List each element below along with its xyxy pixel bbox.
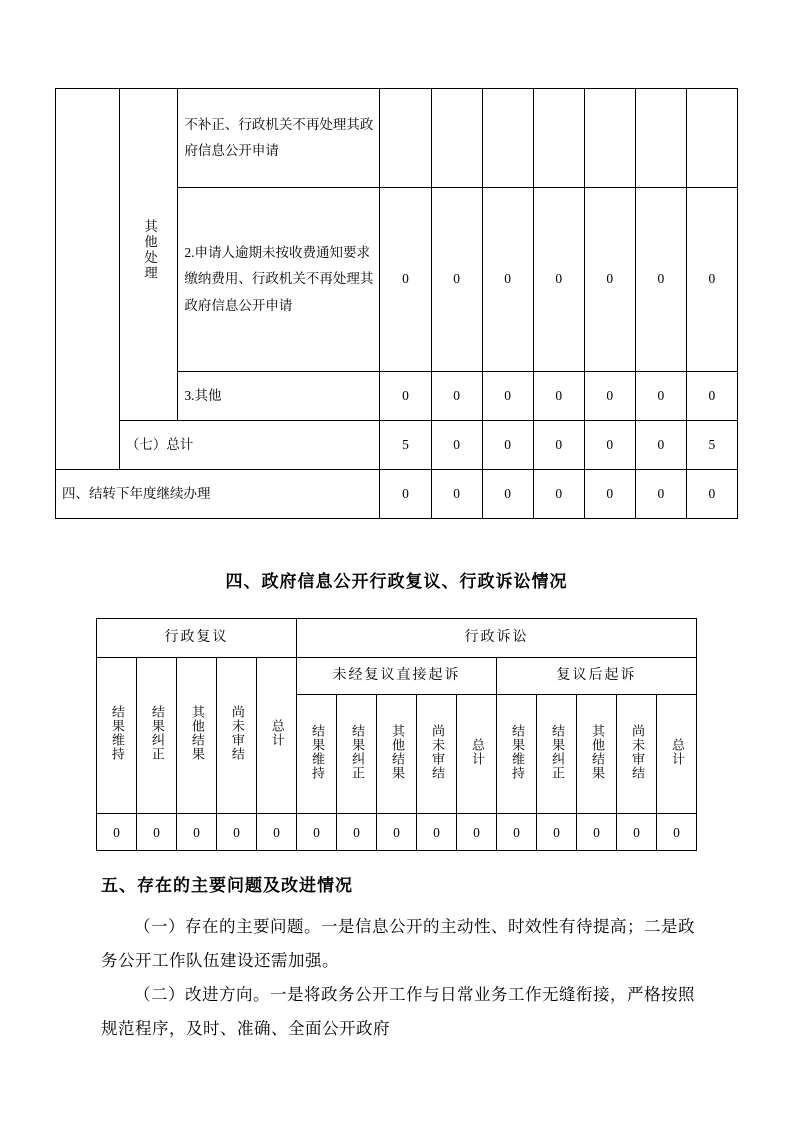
category-cell: 其他处理 [119,89,178,421]
subheader-direct-litigation: 未经复议直接起诉 [297,658,497,695]
review-col-header: 结果纠正 [136,658,176,814]
value-cell [431,89,482,188]
description-cell: 不补正、行政机关不再处理其政府信息公开申请 [178,89,380,188]
value-cell: 0 [297,814,337,851]
value-cell: 0 [584,470,635,519]
value-cell: 0 [337,814,377,851]
value-cell: 0 [635,188,686,372]
paragraph-improvement: （二）改进方向。一是将政务公开工作与日常业务工作无缝衔接，严格按照规范程序，及时、准确、全面公开政府 [101,985,695,1038]
value-cell: 0 [216,814,256,851]
value-cell: 0 [482,470,533,519]
value-cell: 5 [686,421,737,470]
value-cell: 0 [431,421,482,470]
section-5-body [101,910,696,1045]
value-cell: 0 [635,372,686,421]
value-cell [482,89,533,188]
carryover-label-cell: 四、结转下年度继续办理 [56,470,380,519]
description-cell: 2.申请人逾期未按收费通知要求缴纳费用、行政机关不再处理其政府信息公开申请 [178,188,380,372]
value-cell: 0 [686,470,737,519]
value-cell: 0 [657,814,697,851]
total-label-cell: （七）总计 [119,421,380,470]
value-cell: 0 [584,188,635,372]
table-row-carryover [56,470,738,519]
value-cell: 0 [497,814,537,851]
left-spacer-cell [56,421,120,470]
group-header-litigation: 行政诉讼 [297,619,697,658]
value-cell: 0 [380,470,431,519]
value-cell [533,89,584,188]
value-cell: 0 [533,470,584,519]
value-cell: 0 [537,814,577,851]
value-cell [635,89,686,188]
description-cell: 3.其他 [178,372,380,421]
after-col-header: 结果纠正 [537,695,577,814]
value-cell: 0 [533,372,584,421]
value-cell: 0 [584,372,635,421]
value-cell: 0 [635,470,686,519]
direct-col-header: 结果纠正 [337,695,377,814]
table-group-header-row [96,619,696,658]
value-cell: 0 [431,470,482,519]
after-col-header: 总计 [657,695,697,814]
value-cell: 0 [417,814,457,851]
table-value-row [96,814,696,851]
value-cell: 0 [482,188,533,372]
value-cell: 0 [584,421,635,470]
after-col-header: 结果维持 [497,695,537,814]
review-col-header: 结果维持 [96,658,136,814]
value-cell: 0 [457,814,497,851]
value-cell: 0 [533,188,584,372]
table-subheader-row [96,658,696,695]
section-5-heading: 五、存在的主要问题及改进情况 [101,876,353,897]
table-row [56,89,738,188]
value-cell: 0 [635,421,686,470]
after-col-header: 其他结果 [577,695,617,814]
value-cell: 0 [431,188,482,372]
value-cell: 0 [380,372,431,421]
value-cell: 0 [136,814,176,851]
value-cell: 0 [377,814,417,851]
left-spacer-cell [56,89,120,421]
review-litigation-table [96,618,697,851]
paragraph-main-problems: （一）存在的主要问题。一是信息公开的主动性、时效性有待提高；二是政务公开工作队伍建设还需加强。 [101,917,695,971]
section-4-heading: 四、政府信息公开行政复议、行政诉讼情况 [225,572,568,592]
value-cell [584,89,635,188]
value-cell: 0 [380,188,431,372]
value-cell [686,89,737,188]
direct-col-header: 尚未审结 [417,695,457,814]
value-cell: 0 [617,814,657,851]
application-handling-table [55,88,738,519]
value-cell: 0 [533,421,584,470]
value-cell: 0 [577,814,617,851]
value-cell: 0 [256,814,296,851]
direct-col-header: 结果维持 [297,695,337,814]
review-col-header: 尚未审结 [216,658,256,814]
group-header-review: 行政复议 [96,619,296,658]
value-cell: 0 [686,372,737,421]
value-cell: 0 [176,814,216,851]
value-cell: 5 [380,421,431,470]
review-col-header: 其他结果 [176,658,216,814]
value-cell: 0 [482,421,533,470]
value-cell: 0 [431,372,482,421]
value-cell: 0 [686,188,737,372]
value-cell [380,89,431,188]
direct-col-header: 其他结果 [377,695,417,814]
table-row-total [56,421,738,470]
review-col-header: 总计 [256,658,296,814]
subheader-after-review: 复议后起诉 [497,658,697,695]
value-cell: 0 [482,372,533,421]
direct-col-header: 总计 [457,695,497,814]
after-col-header: 尚未审结 [617,695,657,814]
value-cell: 0 [96,814,136,851]
